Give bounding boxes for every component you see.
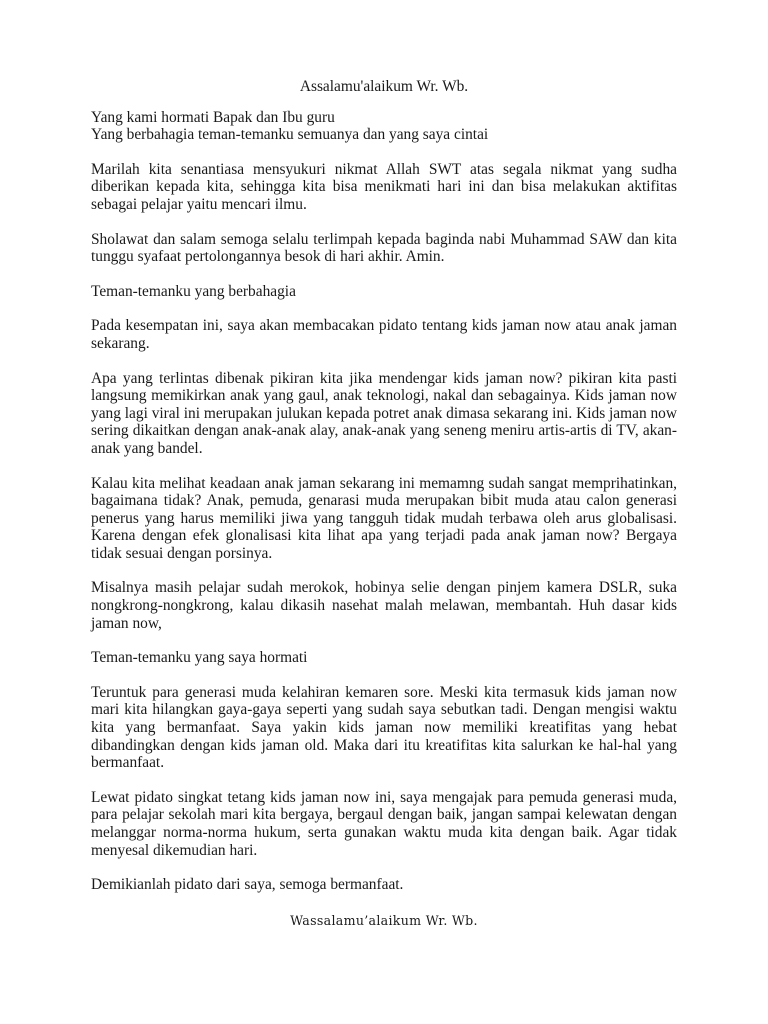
greeting-line-friends: Yang berbahagia teman-temanku semuanya dan yang saya cintai — [91, 126, 489, 144]
paragraph-kids-jaman-now: Apa yang terlintas dibenak pikiran kita jika mendengar kids jaman now? pikiran kita pasti langsung memikirkan anak yang gaul, anak teknologi, nakal dan sebagainya. Kids jaman now yang lagi viral ini merupakan julukan kepada potret anak dimasa sekarang ini. Kids jaman now sering dikaitkan dengan anak-anak alay, anak-anak yang seneng meniru artis-artis di TV, akan-anak yang bandel. — [91, 369, 677, 457]
document-page — [91, 78, 677, 929]
paragraph-invitation: Lewat pidato singkat tetang kids jaman now ini, saya mengajak para pemuda generasi muda, para pelajar sekolah mari kita bergaya, bergaul dengan baik, jangan sampai kelewatan dengan melanggar norma-norma hukum, serta gunakan waktu muda kita dengan baik. Agar tidak menyesal dikemudian hari. — [91, 788, 677, 859]
paragraph-address-respected: Teman-temanku yang saya hormati — [91, 649, 308, 667]
paragraph-sholawat: Sholawat dan salam semoga selalu terlimpah kepada baginda nabi Muhammad SAW dan kita tunggu syafaat pertolongannya besok di hari akhir. Amin. — [91, 230, 677, 266]
paragraph-concern: Kalau kita melihat keadaan anak jaman sekarang ini memamng sudah sangat memprihatinkan, bagaimana tidak? Anak, pemuda, genarasi muda merupakan bibit muda atau calon generasi penerus yang harus memiliki jiwa yang tangguh tidak mudah terbawa oleh arus globalisasi. Karena dengan efek glonalisasi kita lihat apa yang terjadi pada anak jaman now? Bergaya tidak sesuai dengan porsinya. — [91, 474, 677, 562]
paragraph-closing: Demikianlah pidato dari saya, semoga bermanfaat. — [91, 876, 404, 894]
opening-salam: Assalamu'alaikum Wr. Wb. — [299, 78, 469, 95]
paragraph-address-friends: Teman-temanku yang berbahagia — [91, 282, 296, 300]
paragraph-advice: Teruntuk para generasi muda kelahiran kemaren sore. Meski kita termasuk kids jaman now mari kita hilangkan gaya-gaya seperti yang sudah saya sebutkan tadi. Dengan mengisi waktu kita yang bermanfaat. Saya yakin kids jaman now memiliki kreatifitas yang hebat dibandingkan dengan kids jaman old. Maka dari itu kreatifitas kita salurkan ke hal-hal yang bermanfaat. — [91, 683, 677, 772]
paragraph-examples: Misalnya masih pelajar sudah merokok, hobinya selie dengan pinjem kamera DSLR, suka nongkrong-nongkrong, kalau dikasih nasehat malah melawan, membantah. Huh dasar kids jaman now, — [91, 579, 677, 632]
greeting-block — [91, 109, 677, 144]
paragraph-topic-intro: Pada kesempatan ini, saya akan membacakan pidato tentang kids jaman now atau anak jaman sekarang. — [91, 317, 677, 352]
closing-salam: Wassalamu’alaikum Wr. Wb. — [290, 912, 478, 928]
paragraph-gratitude: Marilah kita senantiasa mensyukuri nikmat Allah SWT atas segala nikmat yang sudha diberikan kepada kita, sehingga kita bisa menikmati hari ini dan bisa melakukan aktifitas sebagai pelajar yaitu mencari ilmu. — [91, 160, 677, 213]
greeting-line-teachers: Yang kami hormati Bapak dan Ibu guru — [91, 108, 335, 126]
